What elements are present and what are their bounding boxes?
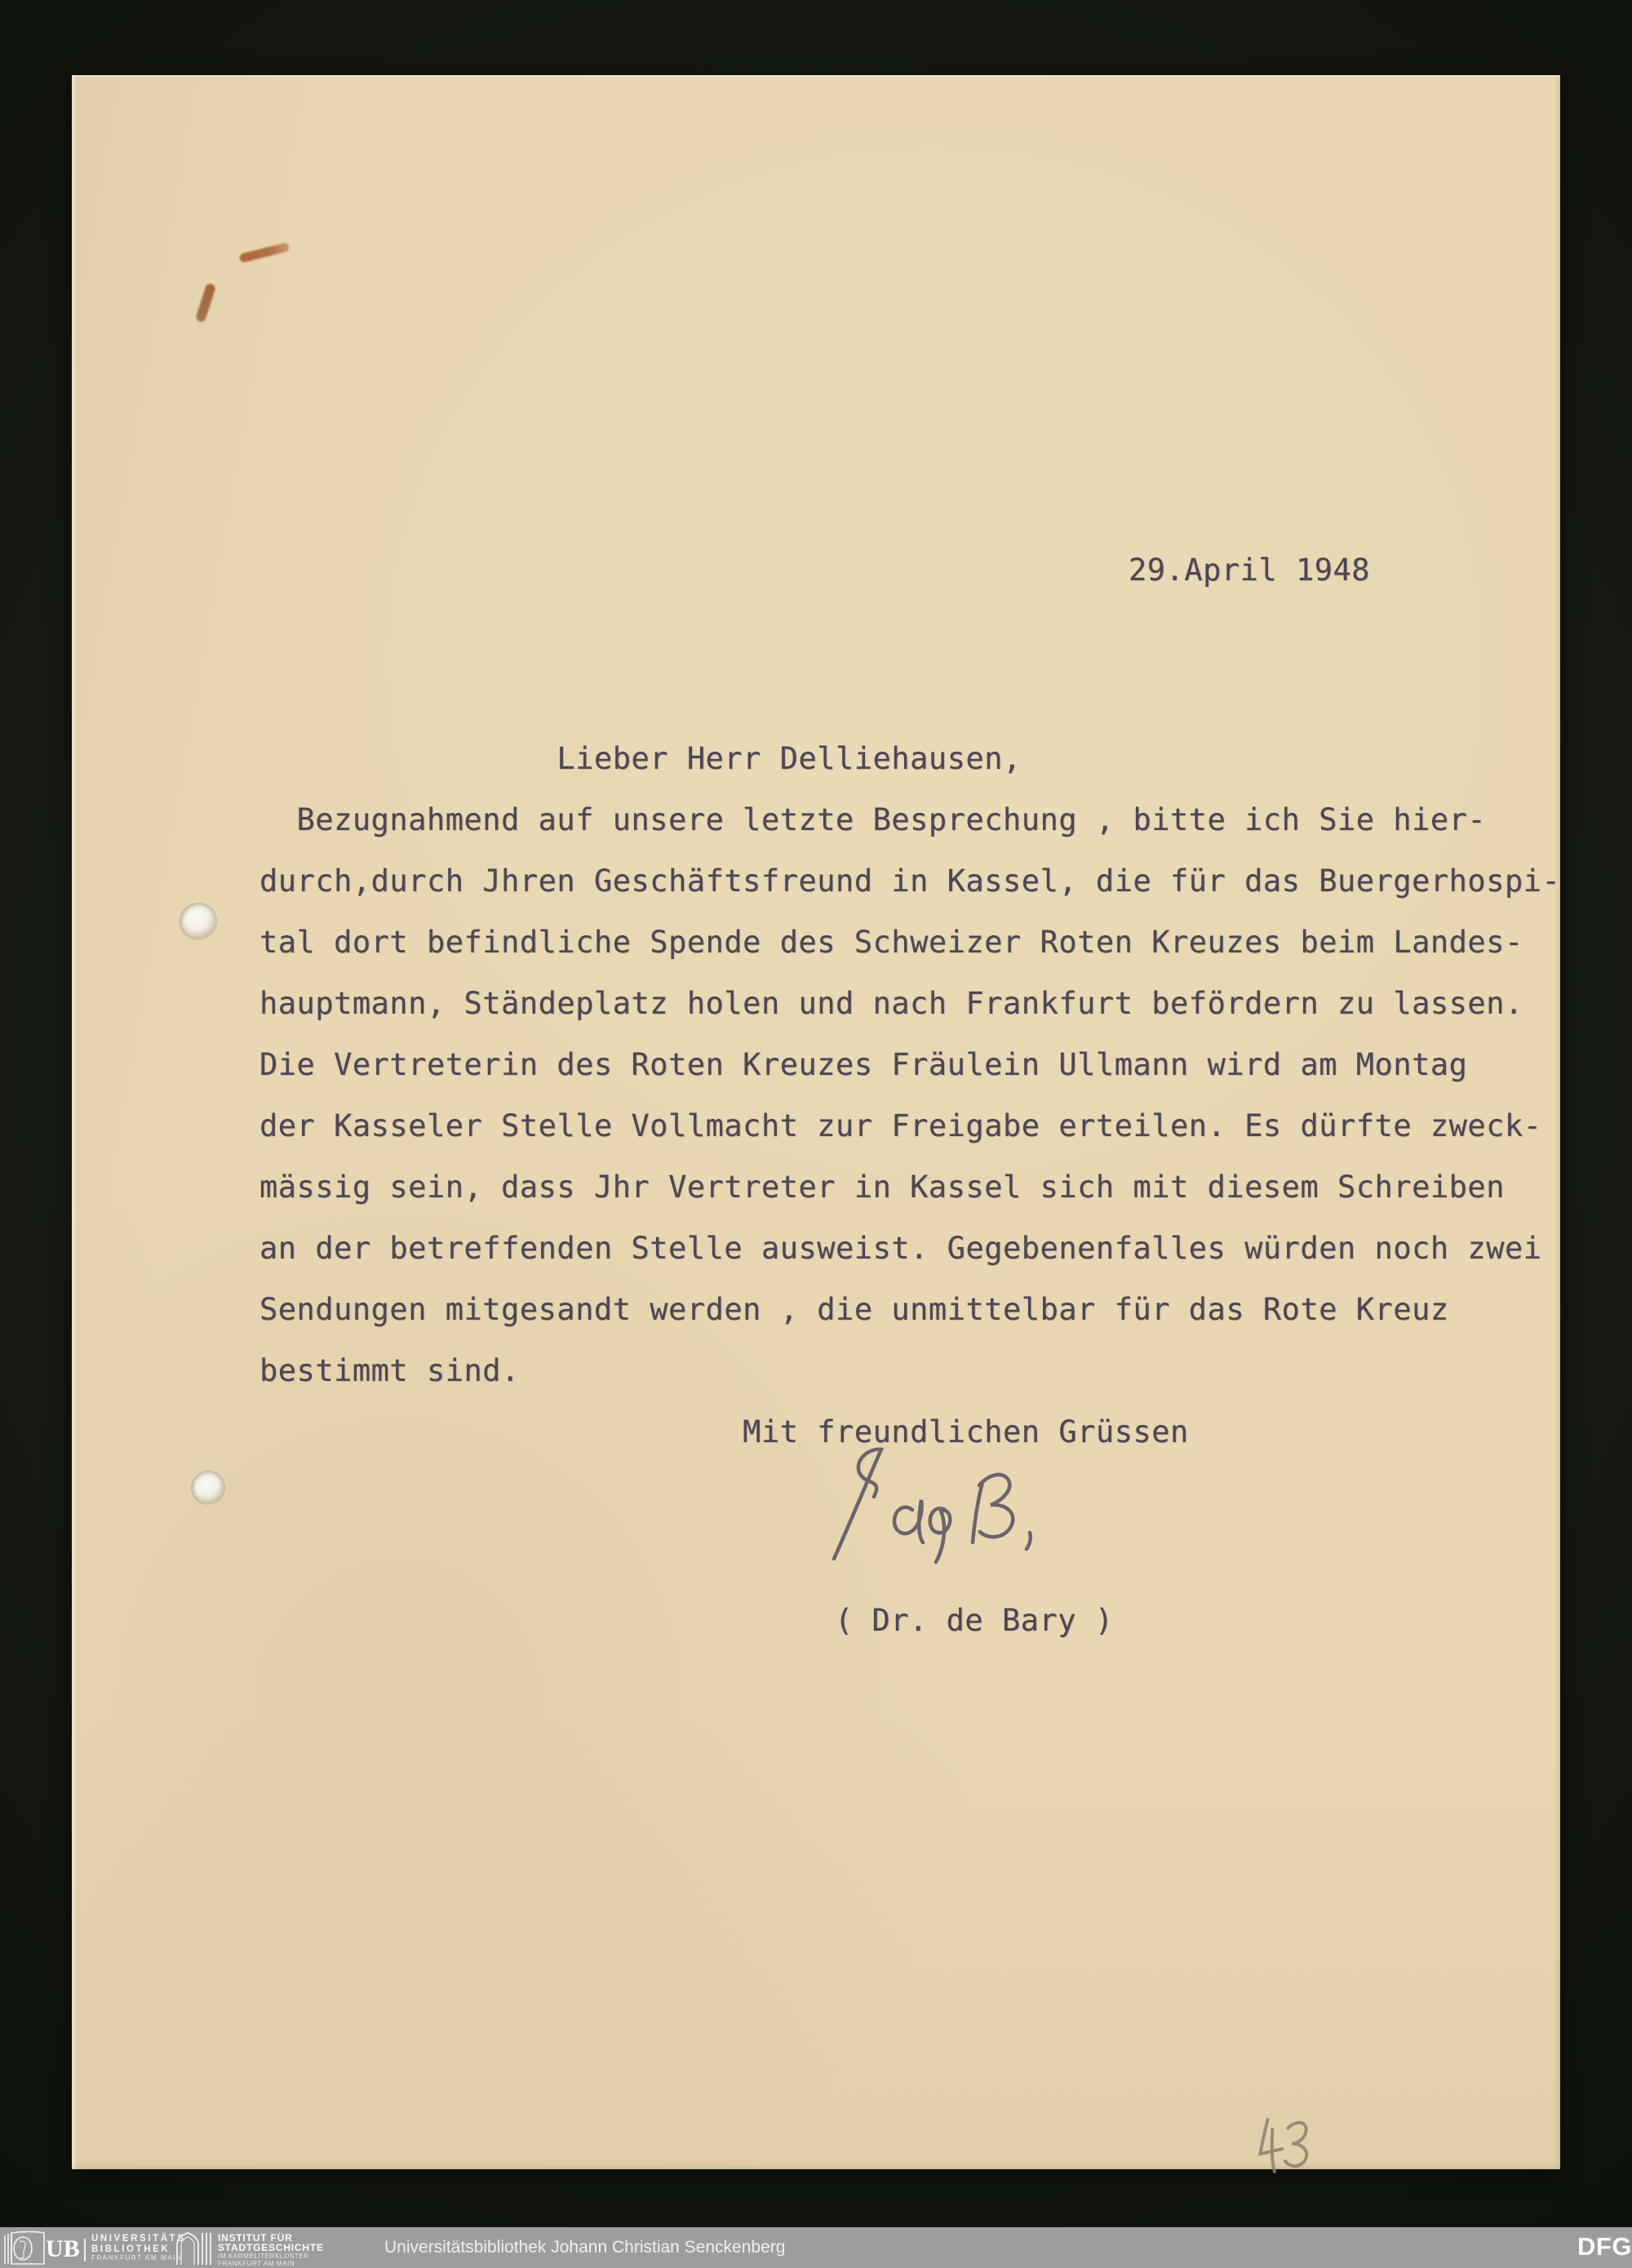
institute-line2: STADTGESCHICHTE — [218, 2242, 324, 2253]
ub-logo-divider — [84, 2239, 86, 2261]
letter-line: bestimmt sind. — [259, 1353, 520, 1388]
letter-line: mässig sein, dass Jhr Vertreter in Kassel sich mit diesem Schreiben — [259, 1170, 1505, 1205]
dfg-logo: DFG — [1577, 2232, 1632, 2261]
ub-logo-text — [91, 2234, 186, 2262]
letter-body — [259, 728, 1560, 1462]
page-number-annotation — [1240, 2103, 1328, 2195]
letter-line: hauptmann, Ständeplatz holen und nach Frankfurt befördern zu lassen. — [259, 986, 1523, 1021]
punch-hole — [180, 903, 217, 940]
institute-logo-text — [218, 2233, 324, 2267]
ub-logo-abbr: UB — [46, 2235, 80, 2262]
rust-stain — [195, 282, 216, 322]
letter-page — [72, 75, 1560, 2169]
institute-line4: FRANKFURT AM MAIN — [218, 2260, 295, 2267]
punch-hole — [191, 1471, 225, 1505]
letter-line-closing: Mit freundlichen Grüssen — [259, 1414, 1189, 1449]
letter-line-greeting: Lieber Herr Delliehausen, — [259, 741, 1022, 776]
institute-line3: IM KARMELITERKLOSTER — [218, 2252, 309, 2260]
ub-logo-line2: BIBLIOTHEK — [91, 2244, 171, 2254]
rust-stain — [239, 242, 290, 264]
signature-handwriting — [806, 1440, 1075, 1578]
signer-name: ( Dr. de Bary ) — [835, 1603, 1114, 1638]
letter-line: durch,durch Jhren Geschäftsfreund in Kassel, die für das Buergerhospi- — [259, 863, 1561, 899]
letter-line: Die Vertreterin des Roten Kreuzes Fräulein Ullmann wird am Montag — [259, 1047, 1468, 1082]
karmeliterkloster-arch-icon — [175, 2231, 214, 2268]
letter-line: tal dort befindliche Spende des Schweizer Roten Kreuzes beim Landes- — [259, 925, 1523, 960]
letter-line: an der betreffenden Stelle ausweist. Gegebenenfalles würden noch zwei — [259, 1231, 1542, 1266]
letter-line: Sendungen mitgesandt werden , die unmittelbar für das Rote Kreuz — [259, 1292, 1449, 1327]
letter-line: der Kasseler Stelle Vollmacht zur Freigabe erteilen. Es dürfte zweck- — [259, 1108, 1542, 1143]
institute-line1: INSTITUT FÜR — [218, 2232, 293, 2244]
ub-logo-line1: UNIVERSITÄTS — [91, 2234, 186, 2244]
footer-bar — [0, 2227, 1632, 2268]
ub-goethe-portrait-icon — [3, 2230, 46, 2268]
library-name-text: Universitätsbibliothek Johann Christian Senckenberg — [384, 2238, 786, 2257]
ub-logo-line3: FRANKFURT AM MAIN — [91, 2254, 183, 2261]
letter-line: Bezugnahmend auf unsere letzte Besprechung , bitte ich Sie hier- — [259, 802, 1487, 837]
letter-date: 29.April 1948 — [1129, 553, 1371, 588]
